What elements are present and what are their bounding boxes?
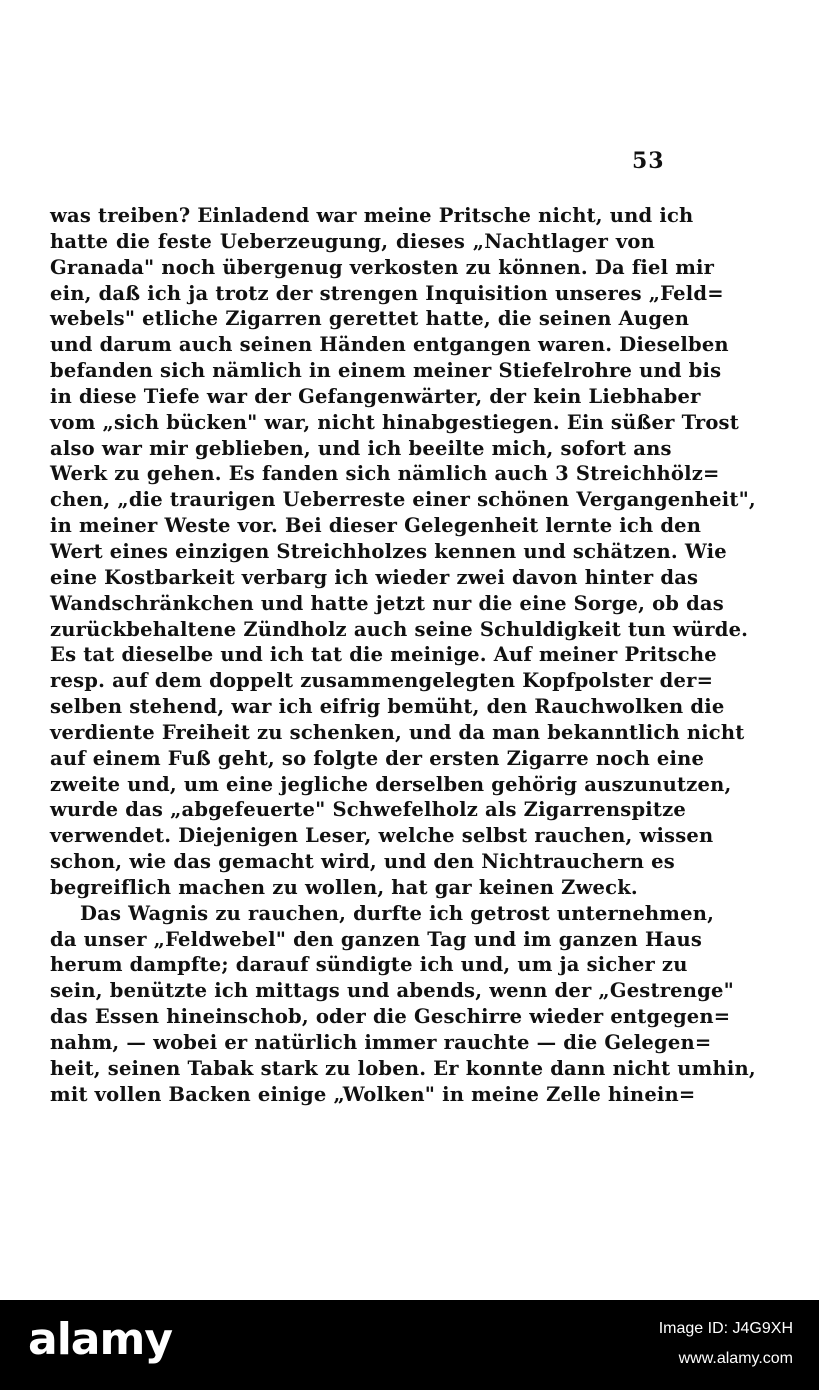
text-line: nahm, — wobei er natürlich immer rauchte — die Gelegen= (50, 1031, 712, 1054)
text-line: ein, daß ich ja trotz der strengen Inquisition unseres „Feld= (50, 281, 724, 305)
text-line: wurde das „abgefeuerte" Schwefelholz als Zigarrenspitze (50, 798, 686, 822)
text-line: Wandschränkchen und hatte jetzt nur die eine Sorge, ob das (50, 591, 724, 615)
watermark-banner (0, 1300, 819, 1390)
text-line: Werk zu gehen. Es fanden sich nämlich auch 3 Streichhölz= (50, 462, 720, 486)
text-line: was treiben? Einladend war meine Pritsche nicht, und ich (50, 204, 694, 227)
text-line: herum dampfte; darauf sündigte ich und, um ja sicher zu (50, 953, 688, 977)
alamy-logo: alamy (28, 1314, 172, 1365)
text-line: webels" etliche Zigarren gerettet hatte, die seinen Augen (50, 307, 690, 331)
text-line: mit vollen Backen einige „Wolken" in meine Zelle hinein= (50, 1082, 696, 1106)
text-line: verwendet. Diejenigen Leser, welche selbst rauchen, wissen (50, 824, 714, 848)
text-line: selben stehend, war ich eifrig bemüht, den Rauchwolken die (50, 695, 725, 719)
page-number: 53 (632, 148, 665, 174)
text-line: auf einem Fuß geht, so folgte der ersten Zigarre noch eine (50, 746, 705, 770)
text-line: Granada" noch übergenug verkosten zu können. Da fiel mir (50, 255, 715, 279)
text-line: schon, wie das gemacht wird, und den Nichtrauchern es (50, 850, 675, 874)
text-line: eine Kostbarkeit verbarg ich wieder zwei davon hinter das (50, 565, 699, 589)
text-line: und darum auch seinen Händen entgangen waren. Dieselben (50, 333, 729, 357)
text-line: hatte die feste Ueberzeugung, dieses „Nachtlager von (50, 229, 655, 253)
text-line: verdiente Freiheit zu schenken, und da man bekanntlich nicht (50, 720, 745, 744)
text-line: Es tat dieselbe und ich tat die meinige. Auf meiner Pritsche (50, 643, 717, 667)
text-line: also war mir geblieben, und ich beeilte mich, sofort ans (50, 436, 672, 460)
text-line: resp. auf dem doppelt zusammengelegten Kopfpolster der= (50, 669, 714, 693)
text-line: da unser „Feldwebel" den ganzen Tag und im ganzen Haus (50, 927, 703, 951)
text-line: chen, „die traurigen Ueberreste einer schönen Vergangenheit", (50, 488, 756, 512)
text-line: in meiner Weste vor. Bei dieser Gelegenheit lernte ich den (50, 514, 702, 538)
text-line: zweite und, um eine jegliche derselben gehörig auszunutzen, (50, 772, 732, 796)
text-line: vom „sich bücken" war, nicht hinabgestiegen. Ein süßer Trost (50, 410, 739, 434)
text-line: sein, benützte ich mittags und abends, wenn der „Gestrenge" (50, 979, 734, 1003)
image-id-label: Image ID: J4G9XH (658, 1320, 793, 1337)
text-line: das Essen hineinschob, oder die Geschirre wieder entgegen= (50, 1005, 731, 1029)
text-line: in diese Tiefe war der Gefangenwärter, der kein Liebhaber (50, 384, 701, 408)
text-line: begreiflich machen zu wollen, hat gar keinen Zweck. (50, 875, 638, 899)
text-line: heit, seinen Tabak stark zu loben. Er konnte dann nicht umhin, (50, 1056, 756, 1080)
body-text (50, 203, 756, 1108)
text-line: Wert eines einzigen Streichholzes kennen und schätzen. Wie (50, 539, 727, 563)
text-line: befanden sich nämlich in einem meiner Stiefelrohre und bis (50, 359, 722, 383)
text-line: Das Wagnis zu rauchen, durfte ich getrost unternehmen, (80, 901, 715, 925)
text-line: zurückbehaltene Zündholz auch seine Schuldigkeit tun würde. (50, 617, 749, 641)
site-url: www.alamy.com (678, 1350, 793, 1367)
